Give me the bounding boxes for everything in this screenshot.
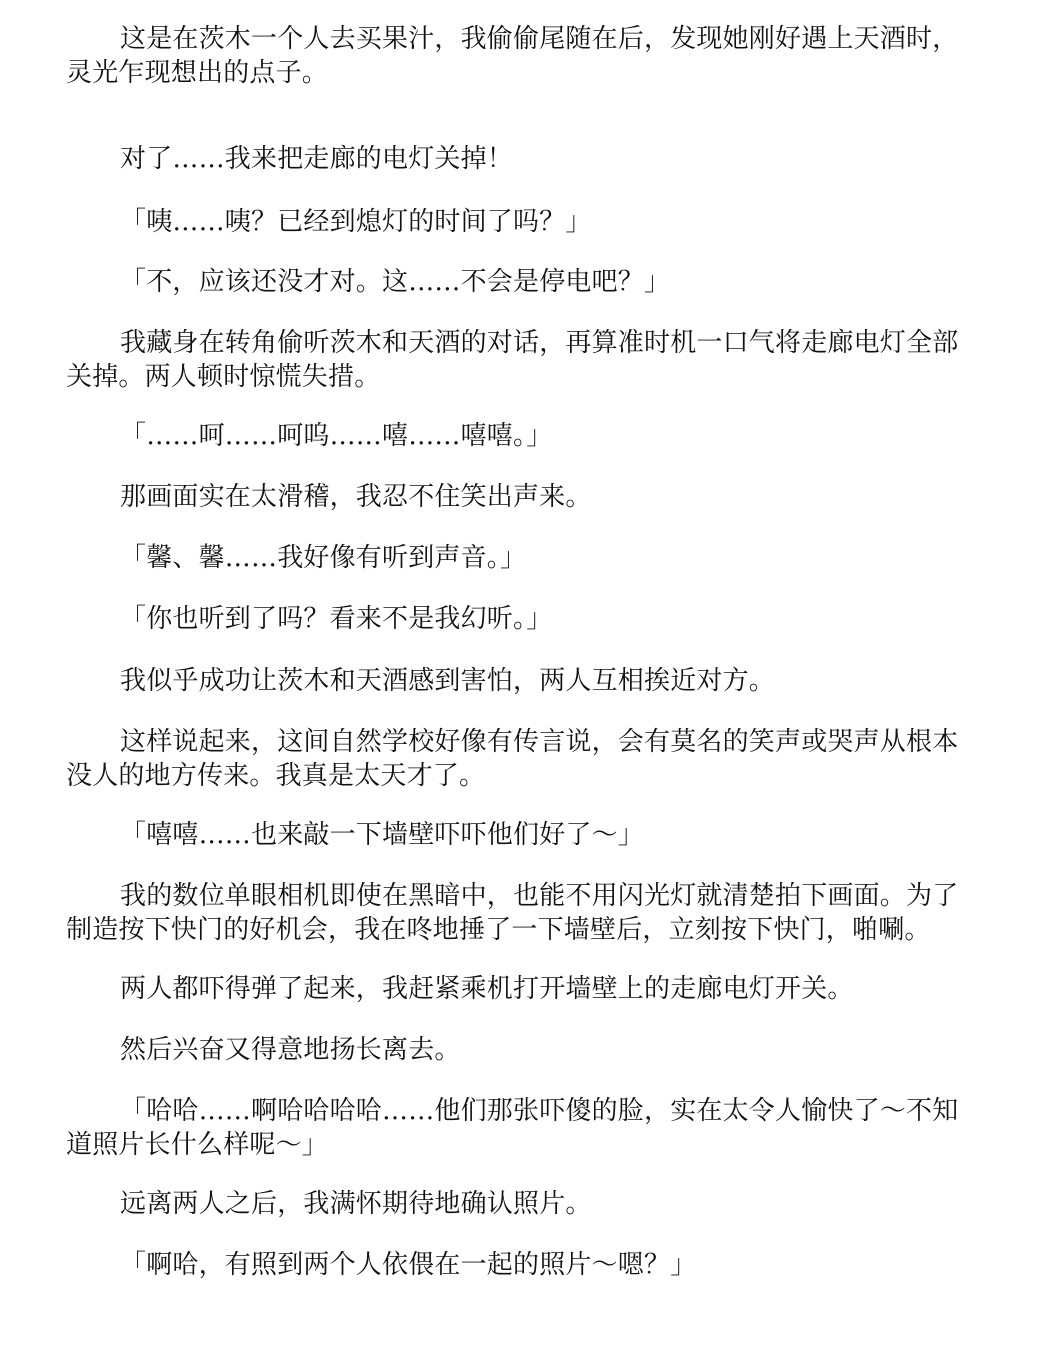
paragraph-17: 远离两人之后，我满怀期待地确认照片。 (120, 1189, 592, 1219)
paragraph-4: 「不，应该还没才对。这……不会是停电吧？」 (120, 267, 671, 297)
paragraph-3: 「咦……咦？已经到熄灯的时间了吗？」 (120, 207, 592, 237)
paragraph-5: 我藏身在转角偷听茨木和天酒的对话，再算准时机一口气将走廊电灯全部关掉。两人顿时惊慌失措。 (66, 328, 959, 392)
paragraph-1: 这是在茨木一个人去买果汁，我偷偷尾随在后，发现她刚好遇上天酒时，灵光乍现想出的点子。 (66, 24, 959, 88)
paragraph-2: 对了……我来把走廊的电灯关掉！ (120, 144, 514, 174)
paragraph-14: 两人都吓得弹了起来，我赶紧乘机打开墙壁上的走廊电灯开关。 (120, 974, 854, 1004)
paragraph-15: 然后兴奋又得意地扬长离去。 (120, 1035, 461, 1065)
paragraph-6: 「……呵……呵呜……嘻……嘻嘻。」 (120, 421, 553, 451)
paragraph-18: 「啊哈，有照到两个人依偎在一起的照片～嗯？」 (120, 1250, 697, 1280)
paragraph-9: 「你也听到了吗？看来不是我幻听。」 (120, 604, 553, 634)
paragraph-12: 「嘻嘻……也来敲一下墙壁吓吓他们好了～」 (120, 820, 645, 850)
paragraph-8: 「馨、馨……我好像有听到声音。」 (120, 543, 527, 573)
paragraph-10: 我似乎成功让茨木和天酒感到害怕，两人互相挨近对方。 (120, 666, 776, 696)
paragraph-13: 我的数位单眼相机即使在黑暗中，也能不用闪光灯就清楚拍下画面。为了制造按下快门的好机会，我在咚地捶了一下墙壁后，立刻按下快门，啪唰。 (66, 881, 959, 945)
paragraph-7: 那画面实在太滑稽，我忍不住笑出声来。 (120, 482, 592, 512)
paragraph-11: 这样说起来，这间自然学校好像有传言说，会有莫名的笑声或哭声从根本没人的地方传来。我真是太天才了。 (66, 727, 959, 791)
paragraph-16: 「哈哈……啊哈哈哈哈……他们那张吓傻的脸，实在太令人愉快了～不知道照片长什么样呢～」 (66, 1096, 959, 1160)
